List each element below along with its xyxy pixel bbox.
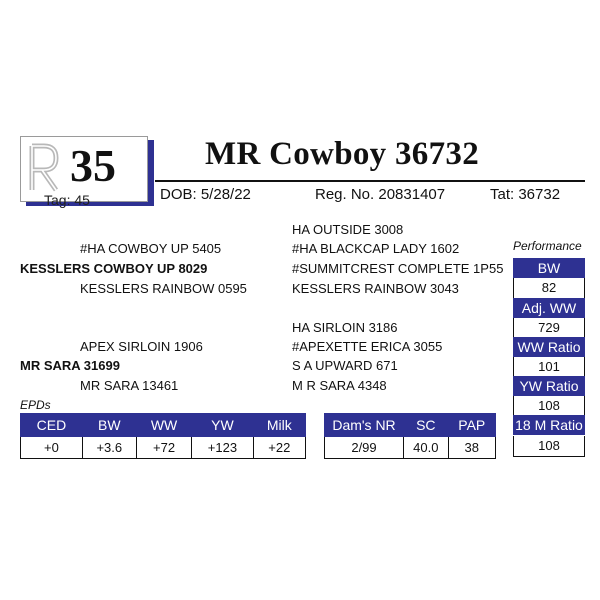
perf-18m-ratio-value: 108 [513,436,585,456]
perf-ww-ratio-value: 101 [513,357,585,377]
perf-bw-value: 82 [513,278,585,298]
epd-value-row [21,437,306,459]
perf-adj-ww-value: 729 [513,318,585,338]
pedigree-sire-sire-sire: HA OUTSIDE 3008 [292,222,404,237]
pedigree-dam-dam: MR SARA 13461 [80,378,179,393]
epd-bw-header: BW [82,414,136,437]
pedigree-sire-dam-dam: KESSLERS RAINBOW 3043 [292,281,459,296]
perf-bw-header: BW [513,258,585,278]
pedigree-sire: KESSLERS COWBOY UP 8029 [20,261,208,276]
perf-yw-ratio-header: YW Ratio [513,376,585,396]
pedigree-dam-sire-sire: HA SIRLOIN 3186 [292,320,398,335]
pedigree-sire-sire: #HA COWBOY UP 5405 [80,241,222,256]
perf-18m-ratio-header: 18 M Ratio [513,415,585,435]
pap-value: 38 [448,437,495,459]
epd-ww-header: WW [136,414,192,437]
perf-yw-ratio-value: 108 [513,396,585,416]
perf-bottom-border [513,456,585,457]
epd-yw-header: YW [192,414,253,437]
epd-ww-value: +72 [136,437,192,459]
pedigree-sire-dam: KESSLERS RAINBOW 0595 [80,281,247,296]
pedigree-dam: MR SARA 31699 [20,358,120,373]
epd-milk-value: +22 [253,437,305,459]
pedigree-dam-dam-dam: M R SARA 4348 [292,378,387,393]
sc-value: 40.0 [404,437,449,459]
dam-nr-value: 2/99 [325,437,404,459]
epd-label: EPDs [20,398,51,412]
perf-adj-ww-header: Adj. WW [513,298,585,318]
pedigree-sire-sire-dam: #HA BLACKCAP LADY 1602 [292,241,460,256]
dam-stats-value-row [325,437,496,459]
lot-number: 35 [70,140,116,191]
pedigree-dam-dam-sire: S A UPWARD 671 [292,358,398,373]
pedigree-dam-sire: APEX SIRLOIN 1906 [80,339,203,354]
perf-ww-ratio-header: WW Ratio [513,337,585,357]
dam-stats-table [324,413,496,459]
epd-ced-header: CED [21,414,83,437]
pedigree-dam-sire-dam: #APEXETTE ERICA 3055 [292,339,443,354]
sc-header: SC [404,414,449,437]
dam-stats-header-row [325,414,496,437]
pap-header: PAP [448,414,495,437]
tag-number: Tag: 45 [44,192,90,208]
epd-yw-value: +123 [192,437,253,459]
title-divider [155,180,585,182]
performance-label: Performance [513,239,582,253]
animal-name-title: MR Cowboy 36732 [205,136,479,172]
epd-header-row [21,414,306,437]
tattoo-text: Tat: 36732 [490,186,561,203]
pedigree-sire-dam-sire: #SUMMITCREST COMPLETE 1P55 [292,261,504,276]
dob-text: DOB: 5/28/22 [160,186,251,203]
epd-milk-header: Milk [253,414,305,437]
dam-nr-header: Dam's NR [325,414,404,437]
epd-table [20,413,306,459]
r-brand-logo-icon [26,142,62,194]
epd-ced-value: +0 [21,437,83,459]
registration-number: Reg. No. 20831407 [315,186,446,203]
epd-bw-value: +3.6 [82,437,136,459]
